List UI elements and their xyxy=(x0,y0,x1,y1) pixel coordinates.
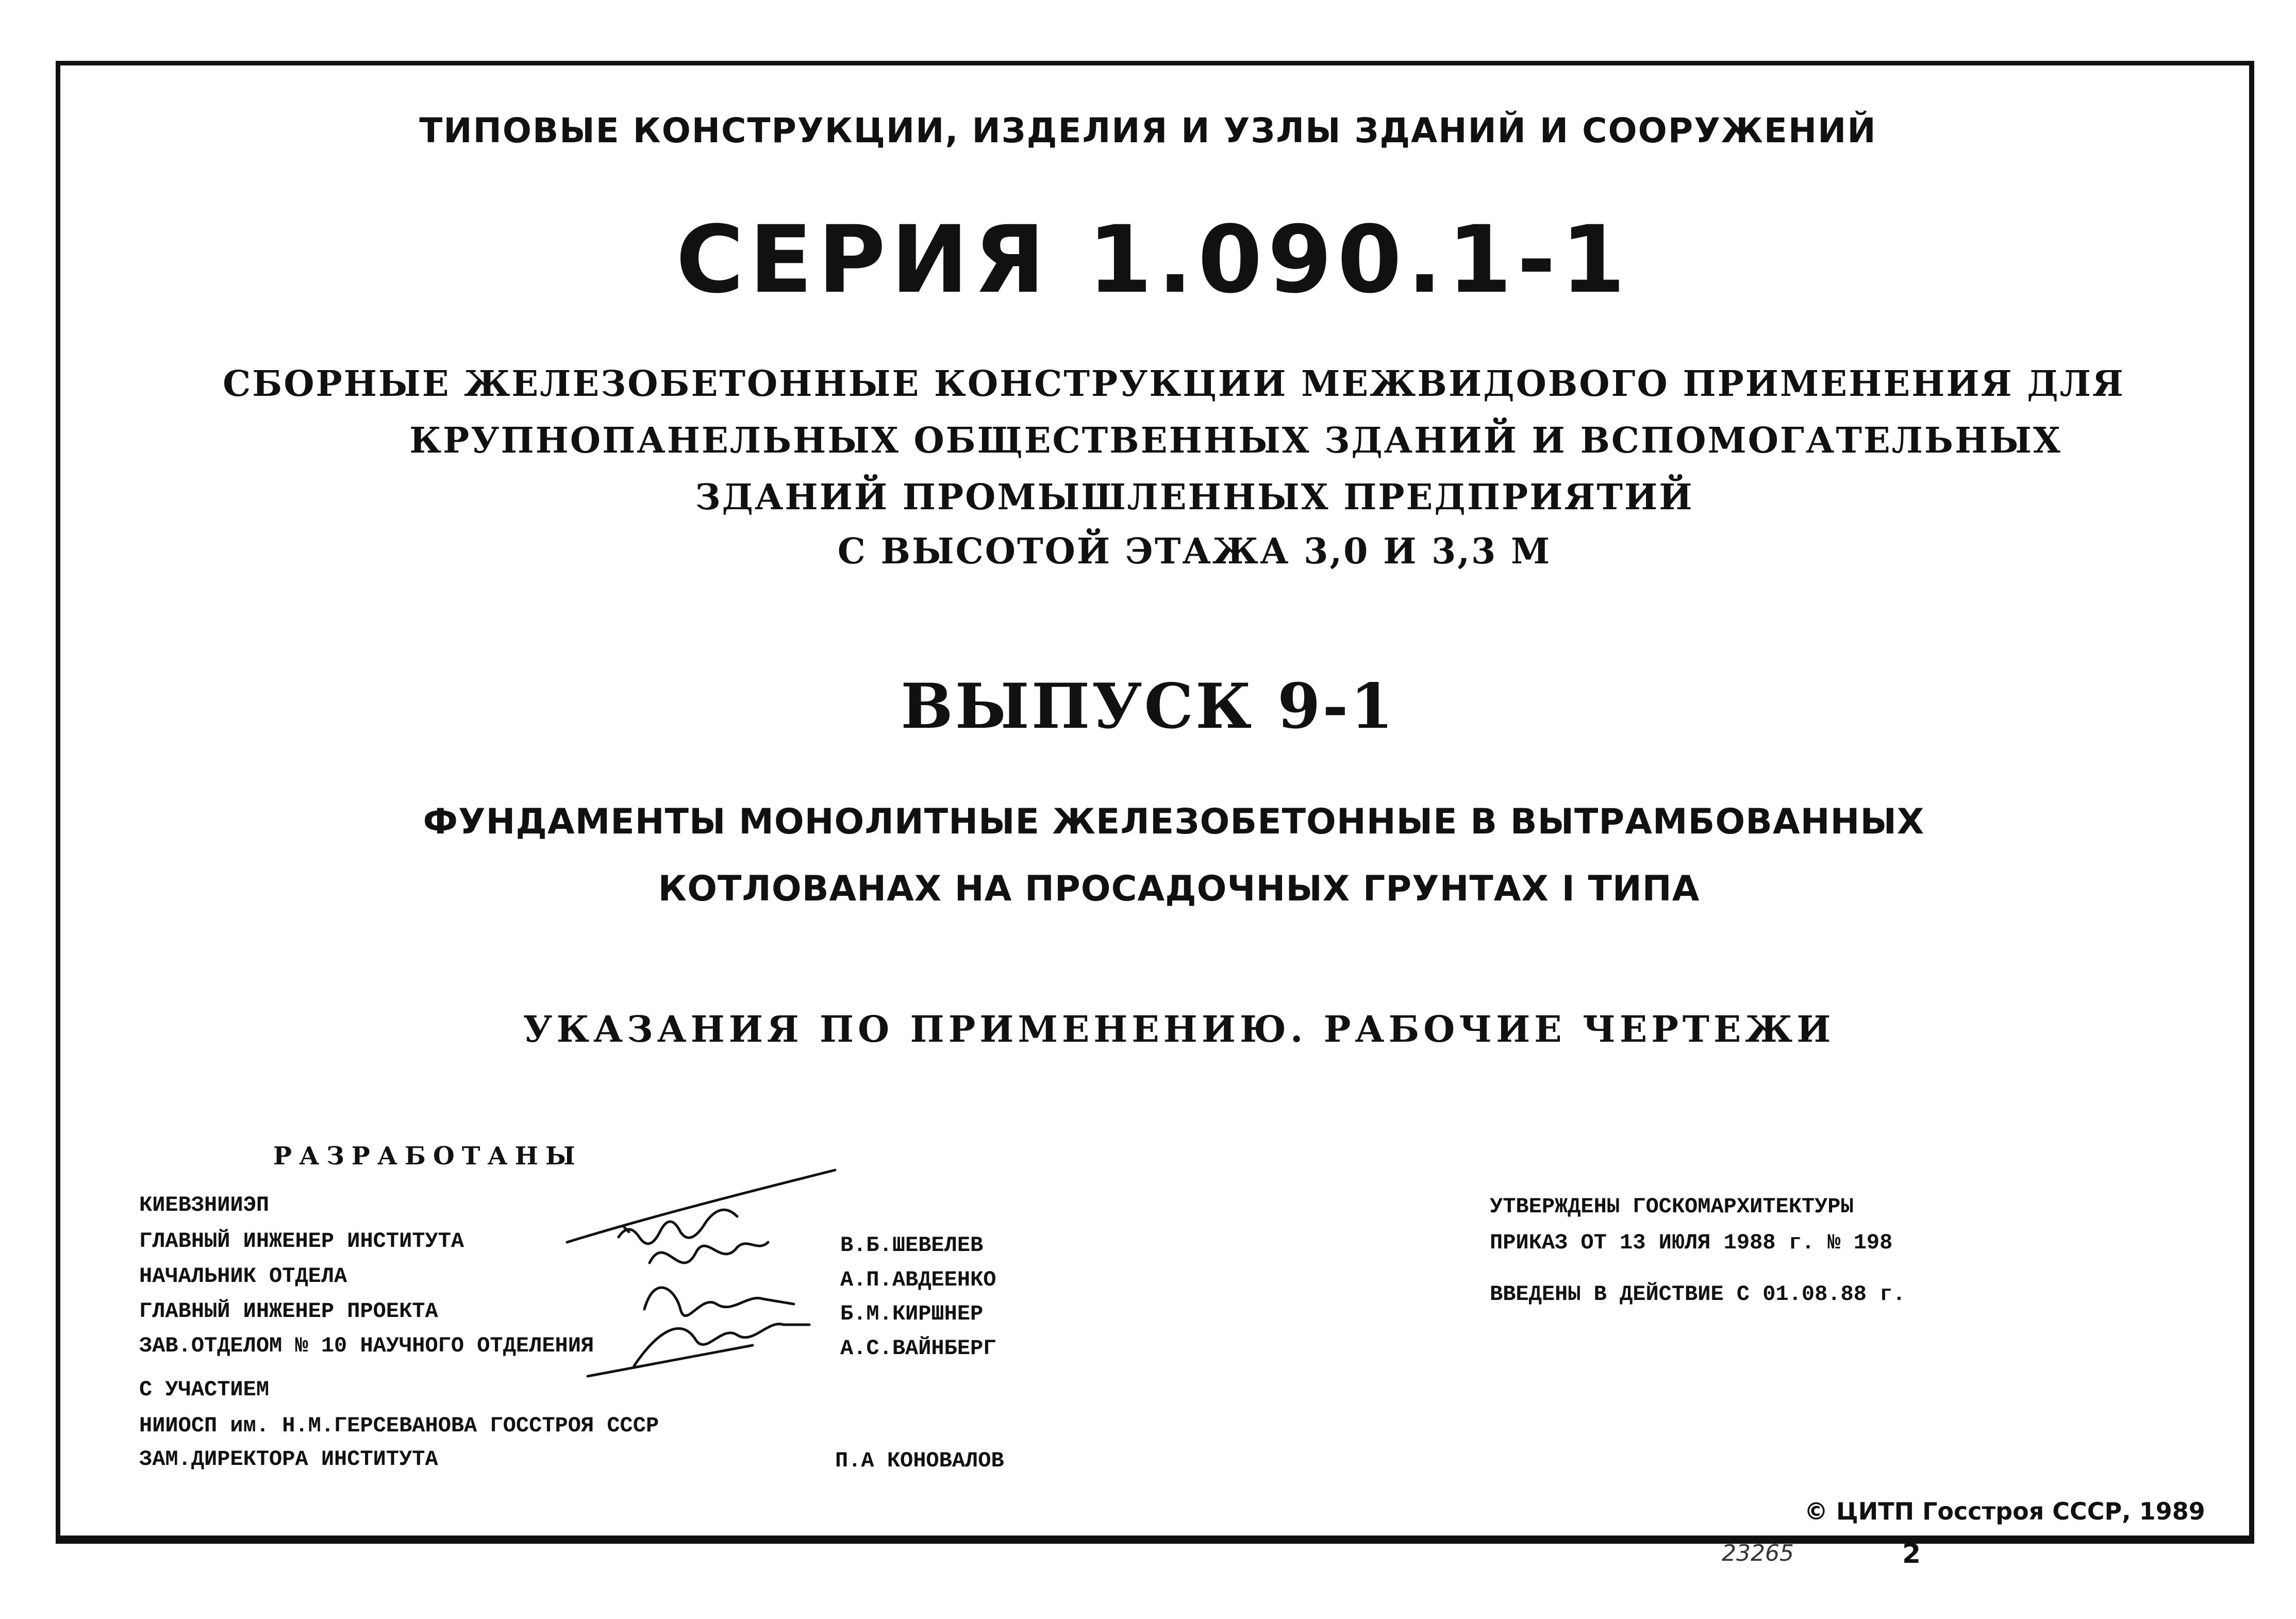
page-number: 2 xyxy=(1902,1539,1921,1570)
staff-position: НАЧАЛЬНИК ОТДЕЛА xyxy=(139,1264,347,1289)
signature-stroke xyxy=(567,1170,835,1242)
instructions-line: УКАЗАНИЯ ПО ПРИМЕНЕНИЮ. РАБОЧИЕ ЧЕРТЕЖИ xyxy=(523,1008,1835,1050)
staff-name: А.П.АВДЕЕНКО xyxy=(840,1267,996,1292)
subtitle-line-1: СБОРНЫЕ ЖЕЛЕЗОБЕТОННЫЕ КОНСТРУКЦИИ МЕЖВИДОВОГО ПРИМЕНЕНИЯ ДЛЯ xyxy=(223,363,2125,405)
staff-position: ЗАВ.ОТДЕЛОМ № 10 НАУЧНОГО ОТДЕЛЕНИЯ xyxy=(139,1333,594,1358)
staff-position: ГЛАВНЫЙ ИНЖЕНЕР ИНСТИТУТА xyxy=(139,1229,464,1254)
developers-heading: РАЗРАБОТАНЫ xyxy=(273,1142,583,1171)
signature-stroke xyxy=(650,1242,768,1263)
document-number: 23265 xyxy=(1722,1540,1794,1566)
signatures-image xyxy=(557,1160,866,1387)
staff-position: ГЛАВНЫЙ ИНЖЕНЕР ПРОЕКТА xyxy=(139,1299,438,1324)
organization-line: ТИПОВЫЕ КОНСТРУКЦИИ, ИЗДЕЛИЯ И УЗЛЫ ЗДАНИЙ И СООРУЖЕНИЙ xyxy=(419,111,1877,151)
topic-line-2: КОТЛОВАНАХ НА ПРОСАДОЧНЫХ ГРУНТАХ I ТИПА xyxy=(658,869,1700,909)
participant-name: П.А КОНОВАЛОВ xyxy=(835,1448,1004,1473)
approval-line-2: ПРИКАЗ ОТ 13 ИЮЛЯ 1988 г. № 198 xyxy=(1490,1230,1893,1255)
participation-heading: С УЧАСТИЕМ xyxy=(139,1377,270,1402)
subtitle-line-4: С ВЫСОТОЙ ЭТАЖА 3,0 И 3,3 М xyxy=(837,531,1552,572)
issue-title: ВЫПУСК 9-1 xyxy=(901,670,1395,743)
approval-line-3: ВВЕДЕНЫ В ДЕЙСТВИЕ С 01.08.88 г. xyxy=(1490,1282,1906,1307)
copyright-notice: © ЦИТП Госстроя СССР, 1989 xyxy=(1804,1497,2205,1525)
series-title: СЕРИЯ 1.090.1-1 xyxy=(676,206,1631,314)
topic-line-1: ФУНДАМЕНТЫ МОНОЛИТНЫЕ ЖЕЛЕЗОБЕТОННЫЕ В ВЫТРАМБОВАННЫХ xyxy=(423,802,1925,842)
signature-stroke xyxy=(634,1324,809,1366)
subtitle-line-2: КРУПНОПАНЕЛЬНЫХ ОБЩЕСТВЕННЫХ ЗДАНИЙ И ВСПОМОГАТЕЛЬНЫХ xyxy=(409,420,2062,461)
staff-name: А.С.ВАЙНБЕРГ xyxy=(840,1336,996,1361)
staff-name: В.Б.ШЕВЕЛЕВ xyxy=(840,1233,984,1258)
participant-organization: НИИОСП им. Н.М.ГЕРСЕВАНОВА ГОССТРОЯ СССР xyxy=(139,1413,659,1438)
signature-stroke xyxy=(644,1288,794,1316)
approval-line-1: УТВЕРЖДЕНЫ ГОСКОМАРХИТЕКТУРЫ xyxy=(1490,1194,1854,1219)
participant-position: ЗАМ.ДИРЕКТОРА ИНСТИТУТА xyxy=(139,1447,438,1472)
signature-stroke xyxy=(588,1345,753,1376)
signature-stroke xyxy=(619,1210,737,1244)
staff-name: Б.М.КИРШНЕР xyxy=(840,1301,984,1326)
developer-institute: КИЕВЗНИИЭП xyxy=(139,1193,270,1217)
subtitle-line-3: ЗДАНИЙ ПРОМЫШЛЕННЫХ ПРЕДПРИЯТИЙ xyxy=(695,477,1694,518)
